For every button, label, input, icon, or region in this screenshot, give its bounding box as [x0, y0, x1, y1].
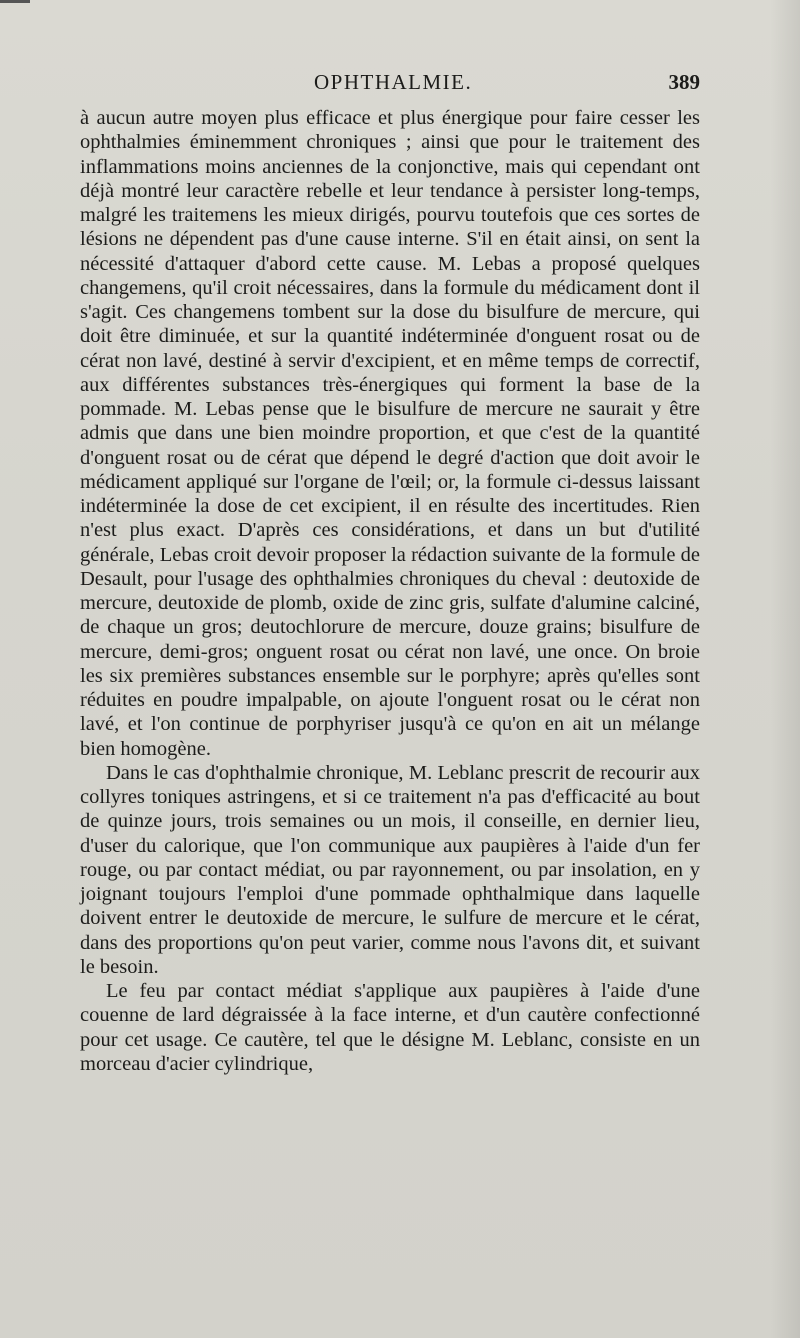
page-corner-mark [0, 0, 30, 3]
page-edge-shadow [770, 0, 800, 1338]
page-number: 389 [668, 70, 700, 94]
page-header [80, 70, 700, 102]
body-text [80, 106, 700, 1076]
paragraph: Dans le cas d'ophthalmie chronique, M. Leblanc prescrit de recourir aux collyres toniques astringens, et si ce traitement n'a pas d'efficacité au bout de quinze jours, trois semaines ou un mois, il conseille, en dernier lieu, d'user du calorique, que l'on communique aux paupières à l'aide d'un fer rouge, ou par contact médiat, ou par rayonnement, ou par insolation, en y joignant toujours l'emploi d'une pommade ophthalmique dans laquelle doivent entrer le deutoxide de mercure, le sulfure de mercure et le cérat, dans des proportions qu'on peut varier, comme nous l'avons dit, et suivant le besoin. [80, 761, 700, 978]
paragraph: Le feu par contact médiat s'applique aux paupières à l'aide d'une couenne de lard dégraissée à la face interne, et d'un cautère confectionné pour cet usage. Ce cautère, tel que le désigne M. Leblanc, consiste en un morceau d'acier cylindrique, [80, 980, 700, 1075]
paragraph: à aucun autre moyen plus efficace et plus énergique pour faire cesser les ophthalmies éminemment chroniques ; ainsi que pour le traitement des inflammations moins anciennes de la conjonctive, mais qui cependant ont déjà montré leur caractère rebelle et leur tendance à persister long-temps, malgré les traitemens les mieux dirigés, pourvu toutefois que ces sortes de lésions ne dépendent pas d'une cause interne. S'il en était ainsi, on sent la nécessité d'attaquer d'abord cette cause. M. Lebas a proposé quelques changemens, qu'il croit nécessaires, dans la formule du médicament dont il s'agit. Ces changemens tombent sur la dose du bisulfure de mercure, qui doit être diminuée, et sur la quantité indéterminée d'onguent rosat ou de cérat non lavé, destiné à servir d'excipient, et en même temps de correctif, aux différentes substances très-énergiques qui forment la base de la pommade. M. Lebas pense que le bisulfure de mercure ne saurait y être admis que dans une bien moindre proportion, et que c'est de la quantité d'onguent rosat ou de cérat que dépend le degré d'action que doit avoir le médicament appliqué sur l'organe de l'œil; or, la formule ci-dessus laissant indéterminée la dose de cet excipient, il en résulte des incertitudes. Rien n'est plus exact. D'après ces considérations, et dans un but d'utilité générale, Lebas croit devoir proposer la rédaction suivante de la formule de Desault, pour l'usage des ophthalmies chroniques du cheval : deutoxide de mercure, deutoxide de plomb, oxide de zinc gris, sulfate d'alumine calciné, de chaque un gros; deutochlorure de mercure, douze grains; bisulfure de mercure, demi-gros; onguent rosat ou cérat non lavé, une once. On broie les six premières substances ensemble sur le porphyre; après qu'elles sont réduites en poudre impalpable, on ajoute l'onguent rosat ou le cérat non lavé, et l'on continue de porphyriser jusqu'à ce qu'on en ait un mélange bien homogène. [80, 107, 700, 760]
running-title: OPHTHALMIE. [314, 70, 473, 94]
